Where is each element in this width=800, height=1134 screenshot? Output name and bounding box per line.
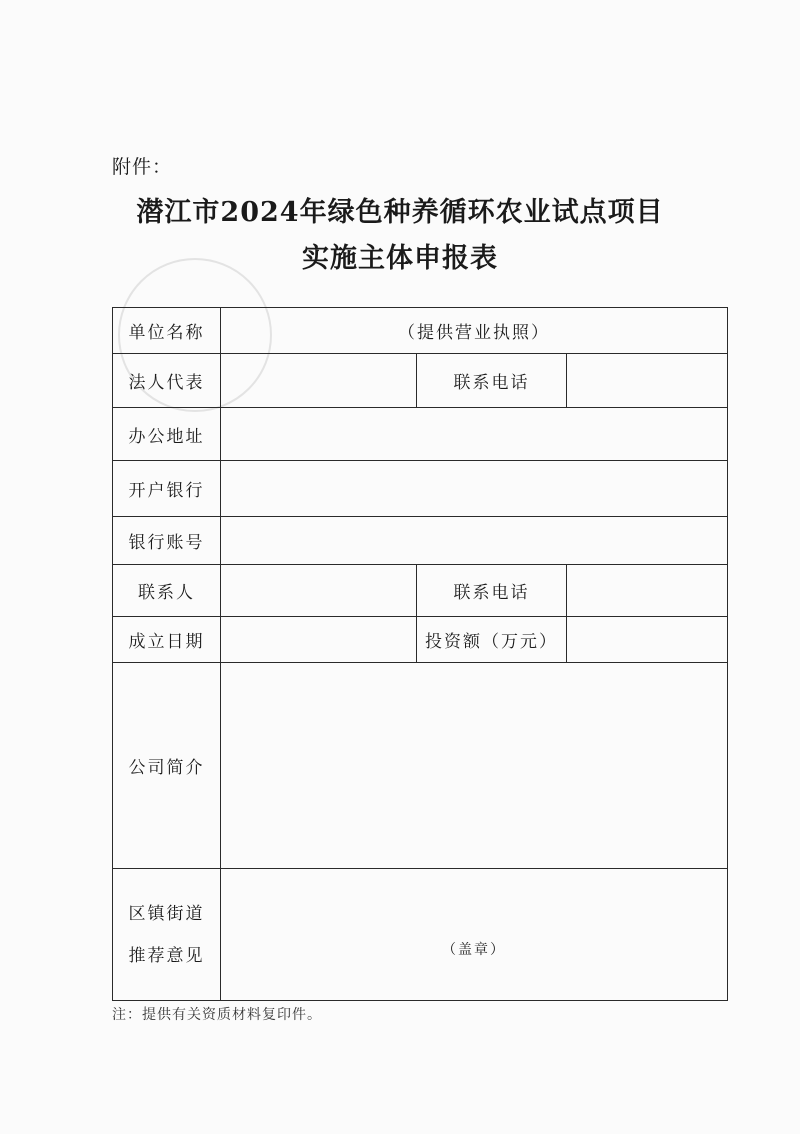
contact-field[interactable] xyxy=(221,565,417,616)
address-label: 办公地址 xyxy=(113,408,221,460)
phone-field-1[interactable] xyxy=(567,354,727,407)
row-unit-name xyxy=(113,308,727,354)
row-founded xyxy=(113,617,727,663)
phone-field-2[interactable] xyxy=(567,565,727,616)
application-form-table xyxy=(112,307,728,1001)
row-address xyxy=(113,408,727,461)
page-subtitle: 实施主体申报表 xyxy=(302,243,498,274)
attachment-label: 附件： xyxy=(112,156,173,178)
bank-label: 开户银行 xyxy=(113,461,221,516)
intro-label: 公司简介 xyxy=(113,663,221,868)
unit-name-label: 单位名称 xyxy=(113,308,221,353)
row-legal-rep xyxy=(113,354,727,408)
row-contact xyxy=(113,565,727,617)
account-label: 银行账号 xyxy=(113,517,221,564)
row-intro xyxy=(113,663,727,869)
investment-field[interactable] xyxy=(567,617,727,662)
investment-label: 投资额（万元） xyxy=(417,617,567,662)
phone-label-2: 联系电话 xyxy=(417,565,567,616)
seal-label: （盖章） xyxy=(442,942,506,958)
phone-label-1: 联系电话 xyxy=(417,354,567,407)
row-recommendation xyxy=(113,869,727,1000)
intro-field[interactable] xyxy=(221,663,727,868)
unit-name-field[interactable]: （提供营业执照） xyxy=(398,323,550,343)
bank-field[interactable] xyxy=(221,461,727,516)
footer-note: 注：提供有关资质材料复印件。 xyxy=(112,1007,322,1023)
account-field[interactable] xyxy=(221,517,727,564)
row-bank xyxy=(113,461,727,517)
address-field[interactable] xyxy=(221,408,727,460)
legal-rep-label: 法人代表 xyxy=(113,354,221,407)
legal-rep-field[interactable] xyxy=(221,354,417,407)
recommend-label-line2: 推荐意见 xyxy=(128,945,205,966)
row-account xyxy=(113,517,727,565)
recommend-label xyxy=(113,869,221,1000)
founded-label: 成立日期 xyxy=(113,617,221,662)
founded-field[interactable] xyxy=(221,617,417,662)
recommend-label-line1: 区镇街道 xyxy=(128,903,205,924)
contact-label: 联系人 xyxy=(113,565,221,616)
page-title: 潜江市2024年绿色种养循环农业试点项目 xyxy=(136,197,664,228)
